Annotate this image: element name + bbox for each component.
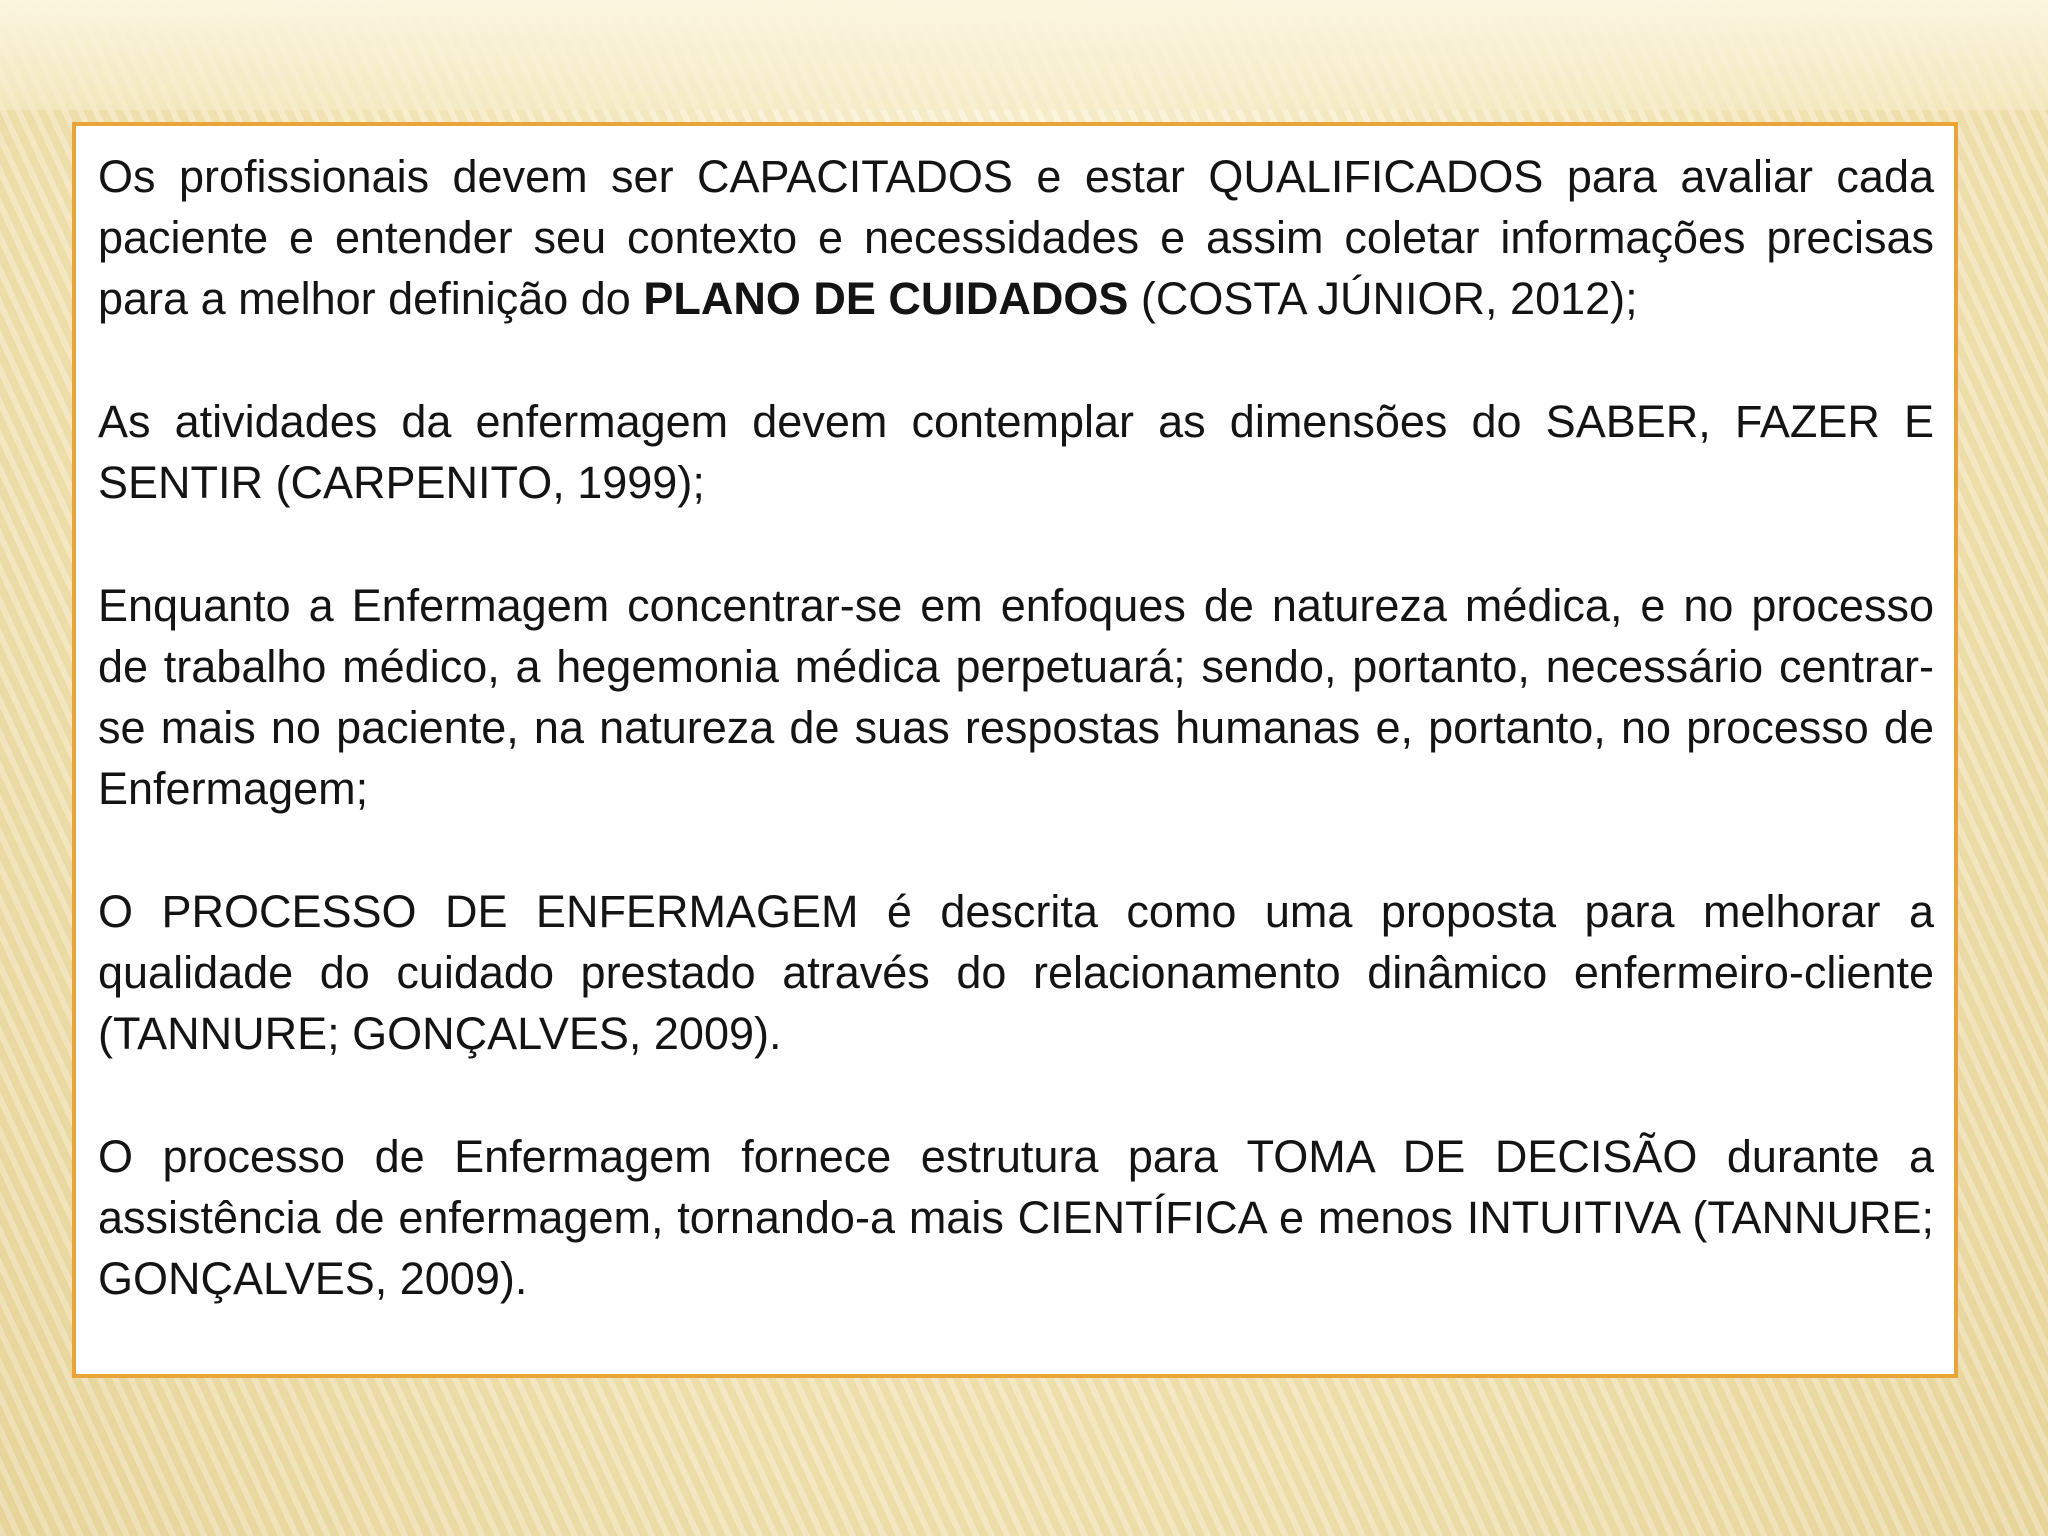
paragraph-2: As atividades da enfermagem devem contemplar as dimensões do SABER, FAZER E SENTIR (CARPENITO, 1999); [98,396,1934,508]
paragraph-1-bold-term: PLANO DE CUIDADOS [643,273,1129,324]
content-box [72,122,1958,1378]
paragraph-1-text-start: Os profissionais devem ser CAPACITADOS e estar QUALIFICADOS para avaliar cada paciente e entender seu contexto e necessidades e assim coletar informações precisas para a melhor definição do [98,151,1934,324]
paragraph-3: Enquanto a Enfermagem concentrar-se em enfoques de natureza médica, e no processo de trabalho médico, a hegemonia médica perpetuará; sendo, portanto, necessário centrar-se mais no paciente, na natureza de suas respostas humanas e, portanto, no processo de Enfermagem; [98,580,1934,814]
paragraph-5: O processo de Enfermagem fornece estrutura para TOMA DE DECISÃO durante a assistência de enfermagem, tornando-a mais CIENTÍFICA e menos INTUITIVA (TANNURE; GONÇALVES, 2009). [98,1131,1934,1304]
paragraph-1 [98,146,1934,329]
paragraph-1-text-end: (COSTA JÚNIOR, 2012); [1128,273,1638,324]
paragraph-4: O PROCESSO DE ENFERMAGEM é descrita como uma proposta para melhorar a qualidade do cuidado prestado através do relacionamento dinâmico enfermeiro-cliente (TANNURE; GONÇALVES, 2009). [98,886,1934,1059]
slide-background-band [0,0,2048,110]
